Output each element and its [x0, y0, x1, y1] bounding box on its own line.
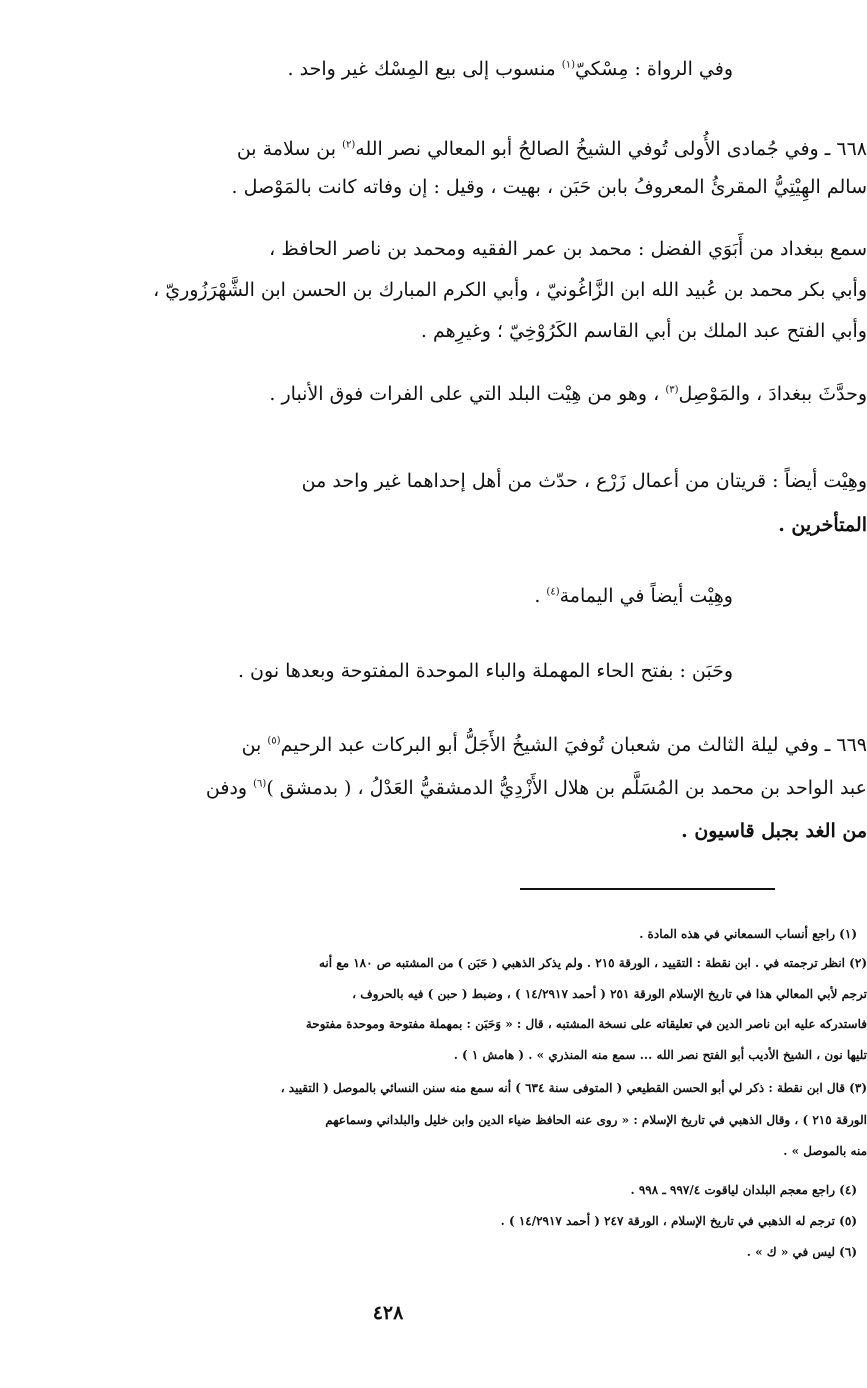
- text-line: وأبي بكر محمد بن عُبيد الله ابن الزَّاغُونيّ ، وأبي الكرم المبارك بن الحسن ابن الشَّهْرَزُوريّ ،: [153, 279, 867, 301]
- text-line: عبد الواحد بن محمد بن المُسَلَّم بن هلال الأَزْدِيُّ الدمشقيُّ العَدْلُ ، ( بدمشق )$^{(٦)}$ ودفن: [205, 777, 867, 799]
- text-line: وحَبَن : بفتح الحاء المهملة والباء الموحدة المفتوحة وبعدها نون .: [237, 660, 733, 682]
- footnote-separator: [520, 888, 775, 890]
- footnote-ref: (٢): [342, 139, 356, 151]
- footnote-ref: (٤): [546, 586, 560, 598]
- footnote-line: (٦) ليس في « ك » .: [746, 1245, 857, 1259]
- footnote-line: فاستدركه عليه ابن ناصر الدين في تعليقاته على نسخة المشتبه ، قال : « وَحَبَن : بمهملة مفتوحة وموحدة مفتوحة: [305, 1017, 867, 1031]
- footnote-line: تليها نون ، الشيخ الأديب أبو الفتح نصر الله ... سمع منه المنذري » . ( هامش ١ ) .: [453, 1048, 867, 1062]
- footnote-ref: (٦): [253, 778, 267, 790]
- text-line: وأبي الفتح عبد الملك بن أبي القاسم الكَرُوْخِيّ ؛ وغيرِهم .: [420, 320, 867, 342]
- footnote-ref: (٣): [665, 384, 679, 396]
- text-line: ٦٦٩ ـ وفي ليلة الثالث من شعبان تُوفيَ الشيخُ الأَجَلُّ أبو البركات عبد الرحيم$^{(٥)}$ بن: [241, 734, 867, 756]
- footnote-line: (٤) راجع معجم البلدان لياقوت ٩٩٧/٤ ـ ٩٩٨ .: [630, 1183, 857, 1197]
- footnote-ref: (٥): [267, 735, 281, 747]
- footnote-ref: (١): [561, 59, 575, 71]
- footnote-line: (١) راجع أنساب السمعاني في هذه المادة .: [639, 927, 857, 941]
- footnote-line: منه بالموصل » .: [783, 1144, 867, 1158]
- footnote-line: ترجم لأبي المعالي هذا في تاريخ الإسلام الورقة ٢٥١ ( أحمد ١٤/٢٩١٧ ) ، وضبط ( حبن ) فيه بالحروف ،: [352, 987, 867, 1001]
- text-line: المتأخرين .: [778, 514, 867, 536]
- page-number: ٤٢٨: [372, 1302, 404, 1324]
- text-line: سالم الهِيْتِيُّ المقرئُ المعروفُ بابن حَبَن ، بهيت ، وقيل : إن وفاته كانت بالمَوْصل .: [231, 176, 867, 198]
- text-line: وفي الرواة : مِسْكيّ$^{(١)}$ منسوب إلى بيع المِسْك غير واحد .: [287, 58, 733, 80]
- text-line: وهِيْت أيضاً في اليمامة$^{(٤)}$ .: [534, 585, 733, 607]
- text-line: وحدَّثَ ببغدادَ ، والمَوْصِل$^{(٣)}$ ، وهو من هِيْت البلد التي على الفرات فوق الأنبار .: [269, 383, 867, 405]
- text-line: سمع ببغداد من أَبَوَي الفضل : محمد بن عمر الفقيه ومحمد بن ناصر الحافظ ،: [269, 238, 867, 260]
- footnote-line: الورقة ٢١٥ ) ، وقال الذهبي في تاريخ الإسلام : « روى عنه الحافظ ضياء الدين وابن خليل والبلداني وسماعهم: [325, 1113, 867, 1127]
- text-line: من الغد بجبل قاسيون .: [681, 820, 867, 842]
- footnote-line: (٥) ترجم له الذهبي في تاريخ الإسلام ، الورقة ٢٤٧ ( أحمد ١٤/٢٩١٧ ) .: [500, 1214, 857, 1228]
- text-line: وهِيْت أيضاً : قريتان من أعمال زَرْع ، حدّث من أهل إحداهما غير واحد من: [301, 470, 867, 492]
- footnote-line: (٢) انظر ترجمته في . ابن نقطة : التقييد ، الورقة ٢١٥ . ولم يذكر الذهبي ( حَبَن ) من المشتبه ص ١٨٠ مع أنه: [318, 956, 867, 970]
- text-line: ٦٦٨ ـ وفي جُمادى الأُولى تُوفي الشيخُ الصالحُ أبو المعالي نصر الله$^{(٢)}$ بن سلامة بن: [236, 138, 867, 160]
- footnote-line: (٣) قال ابن نقطة : ذكر لي أبو الحسن القطيعي ( المتوفى سنة ٦٣٤ ) أنه سمع منه سنن النسائي بالموصل ( التقييد ،: [280, 1081, 867, 1095]
